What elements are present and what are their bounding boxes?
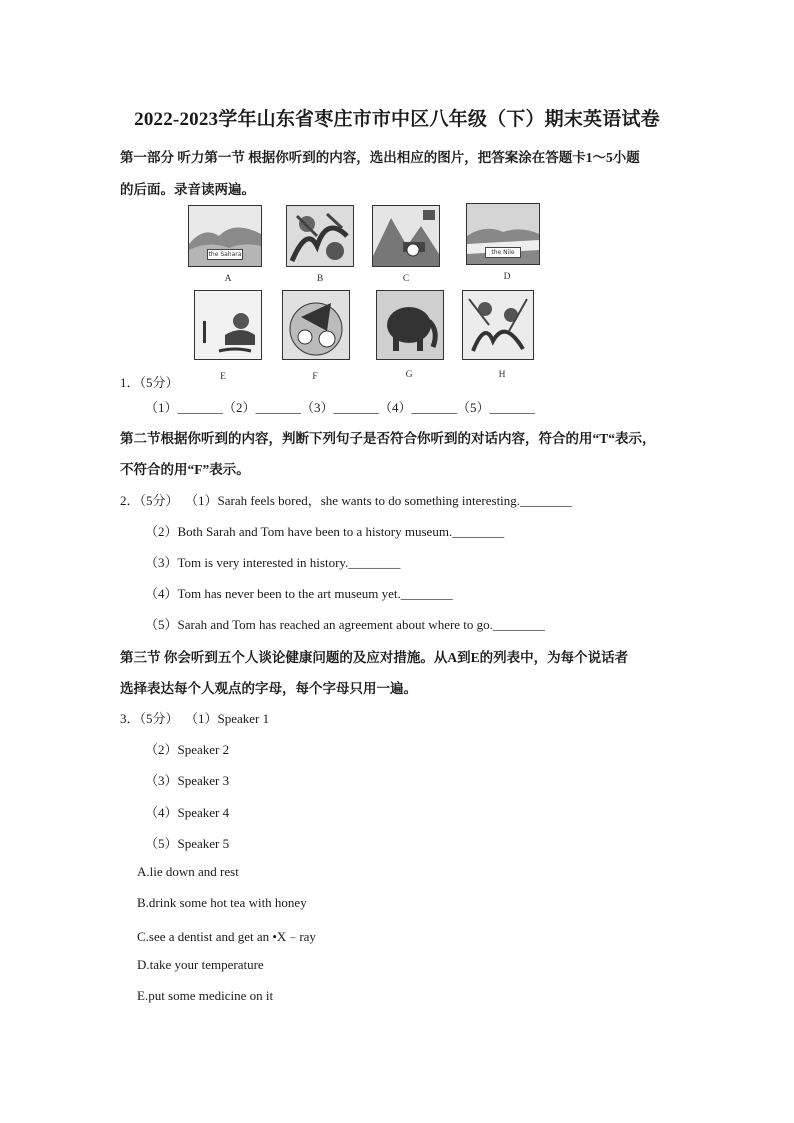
rainforest-image [287,206,353,266]
food-plate-image [283,291,349,359]
picture-f [282,290,350,360]
picture-h [462,290,534,360]
question-2-item[interactable]: （4）Tom has never been to the art museum yet.________ [145,586,453,601]
speaker-item[interactable]: （5）Speaker 5 [145,836,230,851]
picture-d-caption: the Nile [485,247,521,258]
elephant-image [377,291,443,359]
picture-g [376,290,444,360]
option-item: D.take your temperature [137,957,264,972]
picture-f-label: F [312,372,318,382]
monkeys-image [463,291,533,359]
option-item: B.drink some hot tea with honey [137,895,307,910]
mountain-scene-image [373,206,439,266]
part3-instruction-line1: 第三节 你会听到五个人谈论健康问题的及应对措施。从A到E的列表中，为每个说话者 [120,650,629,665]
part2-instruction-line2: 不符合的用“F”表示。 [120,462,250,477]
picture-d-label: D [503,272,511,282]
part1-instruction-line2: 的后面。录音读两遍。 [120,182,255,197]
option-item: C.see a dentist and get an •X﹣ray [137,929,316,944]
picture-h-label: H [498,370,506,380]
question-2-label: 2．（5分） [120,493,179,508]
picture-a [188,205,262,267]
question-2-item[interactable]: （3）Tom is very interested in history.________ [145,555,401,570]
speaker-item[interactable]: （3）Speaker 3 [145,773,230,788]
question-2-item[interactable]: （2）Both Sarah and Tom have been to a history museum.________ [145,524,505,539]
question-1-label: 1．（5分） [120,375,179,390]
picture-e [194,290,262,360]
question-2-item[interactable]: （1）Sarah feels bored，she wants to do something interesting.________ [185,493,573,508]
question-1-answer-blanks[interactable]: （1）_______（2）_______（3）_______（4）_______（5）_______ [145,400,535,415]
picture-b [286,205,354,267]
question-3-label: 3．（5分） [120,711,179,726]
picture-c-label: C [402,274,410,284]
page-title: 2022-2023学年山东省枣庄市市中区八年级（下）期末英语试卷 [134,109,660,130]
picture-e-label: E [220,372,226,382]
speaker-item[interactable]: （2）Speaker 2 [145,742,230,757]
part1-instruction-line1: 第一部分 听力第一节 根据你听到的内容，选出相应的图片，把答案涂在答题卡1～5小题 [120,150,640,165]
speaker-item[interactable]: （4）Speaker 4 [145,805,230,820]
part2-instruction-line1: 第二节根据你听到的内容，判断下列句子是否符合你听到的对话内容，符合的用“T“表示， [120,431,656,446]
picture-b-label: B [316,274,324,284]
part3-instruction-line2: 选择表达每个人观点的字母，每个字母只用一遍。 [120,681,417,696]
sick-person-image [195,291,261,359]
option-item: E.put some medicine on it [137,988,274,1003]
picture-c [372,205,440,267]
picture-d [466,203,540,265]
picture-a-label: A [224,274,232,284]
picture-a-caption: the Sahara [208,251,242,258]
picture-g-label: G [405,370,413,380]
speaker-item[interactable]: （1）Speaker 1 [185,711,270,726]
option-item: A.lie down and rest [137,864,239,879]
question-2-item[interactable]: （5）Sarah and Tom has reached an agreement about where to go.________ [145,617,545,632]
